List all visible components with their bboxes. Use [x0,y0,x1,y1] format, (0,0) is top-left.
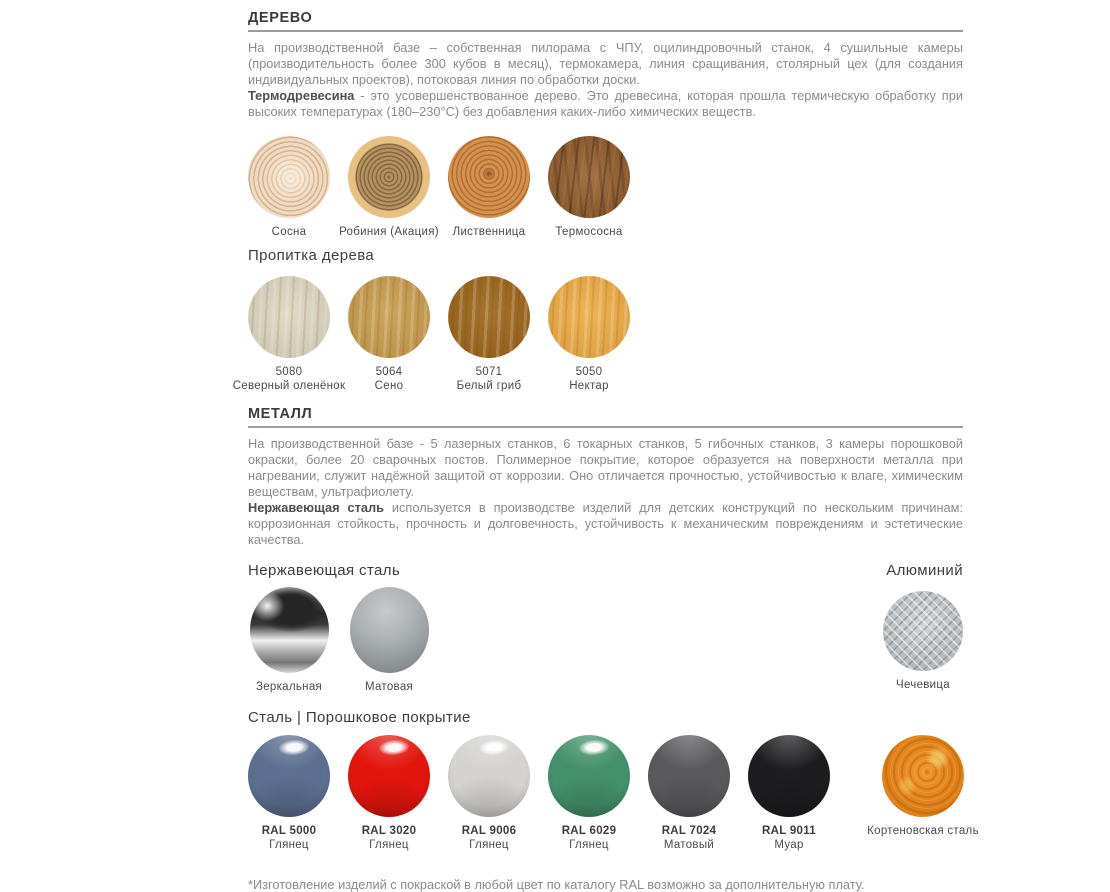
wood-section-title: ДЕРЕВО [248,10,313,26]
wood-swatch-sosna [248,136,330,239]
ral-finish: Глянец [269,839,309,851]
stain-code: 5080 [275,366,303,378]
ral-finish: Муар [774,839,804,851]
stain-code: 5050 [575,366,603,378]
ral-6029-sphere [548,735,630,817]
ral-9011-sphere [748,735,830,817]
ral-swatch-9006 [448,735,530,852]
ral-3020-sphere [348,735,430,817]
ral-code: RAL 5000 [261,825,317,837]
stain-swatch-5050 [548,276,630,393]
aluminum-checkerplate-disc [883,591,963,671]
section-wood [232,10,963,393]
ral-code: RAL 6029 [561,825,617,837]
stain-swatch-5071 [448,276,530,393]
wood-intro-paragraph: На производственной базе – собственная пилорама с ЧПУ, оцилиндровочный станок, 4 сушильные камеры (производительность более 300 кубов в месяц), термокамера, линия сращивания, столярный цех (для создания индивидуальных проектов), потоковая линия по обработки доски. [248,40,963,87]
stain-code: 5064 [375,366,403,378]
stain-name: Северный оленёнок [232,380,346,392]
ral-code: RAL 9011 [762,825,816,837]
swatch-label: Лиственница [452,226,526,238]
ral-code: RAL 3020 [361,825,417,837]
stainless-heading: Нержавеющая сталь [248,562,401,579]
metal-term: Нержавеющая сталь [248,500,385,515]
stain-disc-5064 [348,276,430,358]
wood-stain-row [232,276,963,393]
stain-disc-5071 [448,276,530,358]
wood-intro-block [248,40,963,120]
stain-name: Нектар [569,380,609,392]
metal-section-title: МЕТАЛЛ [248,406,313,422]
wood-disc-larch [448,136,530,218]
divider [248,30,963,32]
ral-code: RAL 9006 [461,825,517,837]
ral-9006-sphere [448,735,530,817]
ral-swatch-6029 [548,735,630,852]
swatch-label [530,365,648,393]
wood-disc-sosna [248,136,330,218]
section-metal [248,406,979,892]
stain-code: 5071 [475,366,503,378]
swatch-label [730,824,848,852]
stainless-swatch-mirror [248,587,330,694]
swatch-label: Зеркальная [255,681,323,693]
metal-intro-paragraph: На производственной базе - 5 лазерных станков, 6 токарных станков, 5 гибочных станков, 3 камеры порошковой окраски, более 20 сварочных постов. Полимерное покрытие, которое образуется на поверхности металла при нагревании, служит надёжной защитой от коррозии. Оно отличается прочностью, устойчивостью к влаге, химическим веществам, ультрафиолету. [248,436,963,499]
swatch-label: Чечевица [896,679,950,691]
wood-disc-robinia [348,136,430,218]
metal-term-text: используется в производстве изделий для детских конструкций по нескольким причинам: коррозионная стойкость, прочность и долговечность, устойчивость к механическим повреждениям и эстетические качества. [248,500,964,547]
wood-species-row [248,136,963,239]
ral-5000-sphere [248,735,330,817]
wood-term-paragraph [248,88,963,120]
stainless-swatch-matte [348,587,430,694]
swatch-label: Матовая [364,681,414,693]
swatch-label: Сосна [271,226,307,238]
stain-swatch-5064 [348,276,430,393]
stain-heading: Пропитка дерева [248,247,375,264]
mirror-steel-sphere [250,587,329,673]
ral-finish: Глянец [569,839,609,851]
corten-steel-disc [882,735,964,817]
powder-coating-heading: Сталь | Порошковое покрытие [248,709,471,726]
wood-swatch-thermopine [548,136,630,239]
stain-name: Белый гриб [456,380,522,392]
wood-disc-thermopine [548,136,630,218]
ral-7024-sphere [648,735,730,817]
ral-finish: Матовый [663,839,715,851]
swatch-label: Термососна [555,226,623,238]
ral-swatch-3020 [348,735,430,852]
stainless-aluminum-row [248,587,963,694]
wood-swatch-larch [448,136,530,239]
ral-finish: Глянец [369,839,409,851]
ral-finish: Глянец [469,839,509,851]
ral-footnote: *Изготовление изделий с покраской в любой цвет по каталогу RAL возможно за дополнительную плату. [248,877,865,892]
ral-colors-row [248,735,979,852]
matte-steel-sphere [350,587,429,673]
aluminum-swatch-lentil [883,587,963,694]
swatch-label: Робиния (Акация) [339,226,439,238]
stain-disc-5080 [248,276,330,358]
ral-code: RAL 7024 [661,825,717,837]
ral-swatch-7024 [648,735,730,852]
aluminum-heading: Алюминий [886,562,963,579]
swatch-label: Кортеновская сталь [867,825,979,837]
wood-term: Термодревесина [248,88,355,103]
metal-term-paragraph [248,500,963,548]
divider [248,426,963,428]
stain-name: Сено [374,380,404,392]
wood-swatch-robinia [339,136,439,239]
stain-disc-5050 [548,276,630,358]
metal-intro-block [248,436,963,548]
ral-swatch-9011 [748,735,830,852]
corten-swatch [867,735,979,852]
stain-swatch-5080 [232,276,346,393]
wood-term-text: - это усовершенствованное дерево. Это древесина, которая прошла термическую обработку при высоких температурах (180–230°С) без добавления каких-либо химических веществ. [248,88,963,119]
metal-subheadings-row [248,563,963,579]
ral-swatch-5000 [248,735,330,852]
